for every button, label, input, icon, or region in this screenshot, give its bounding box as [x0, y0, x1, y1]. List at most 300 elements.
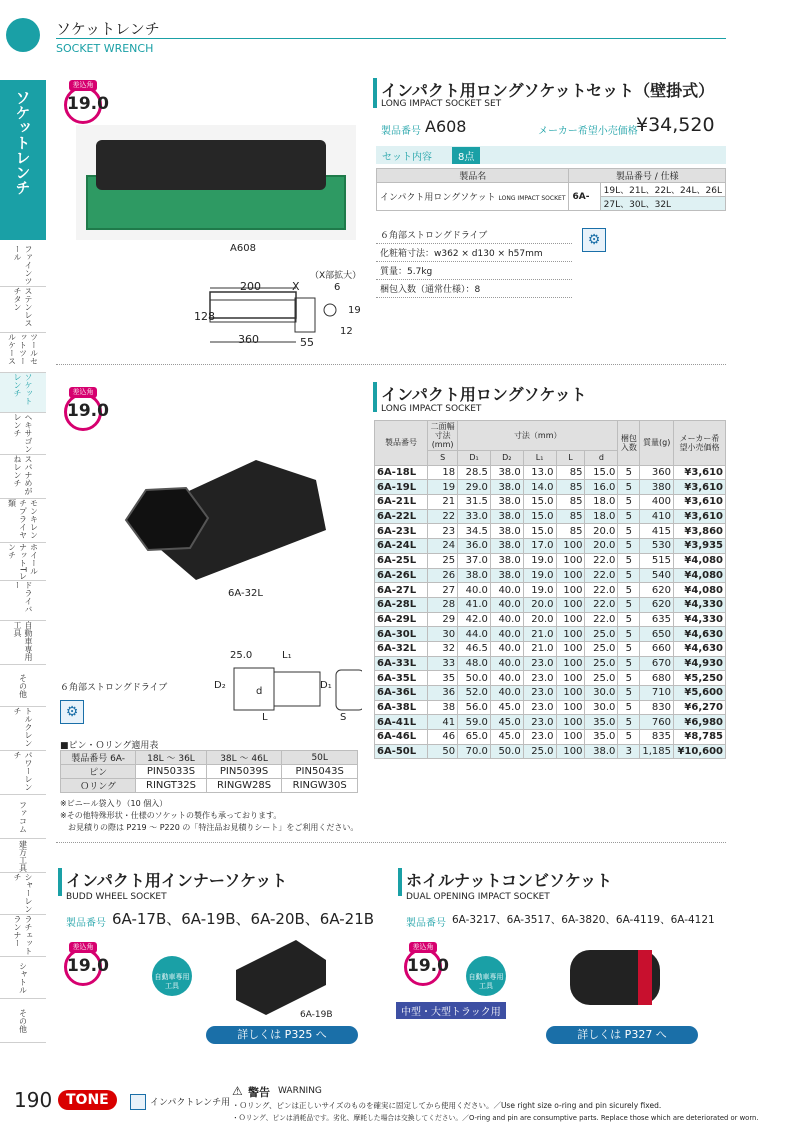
- spec-cell: ¥5,250: [674, 671, 726, 686]
- spec-cell: 40.0: [490, 612, 523, 627]
- spec-cell: 37.0: [458, 553, 491, 568]
- spec-cell: 40.0: [490, 656, 523, 671]
- dim-s: S: [340, 712, 347, 723]
- sidebar-item-other1[interactable]: [0, 665, 46, 707]
- dim-19: 19: [348, 305, 361, 316]
- header-subtitle: SOCKET WRENCH: [56, 42, 154, 55]
- set-bullet: 化粧箱寸法：w362 × d130 × h57mm: [376, 244, 572, 262]
- long-photo-label: 6A-32L: [228, 588, 263, 599]
- spec-cell: 620: [640, 597, 674, 612]
- sidebar-main-label: ソケットレンチ: [13, 90, 32, 195]
- set-bullets: [376, 226, 572, 298]
- long-title: インパクト用ロングソケット: [381, 385, 587, 404]
- set-prefix: 6A-: [569, 183, 600, 211]
- spec-cell: 100: [556, 539, 585, 554]
- pin-head: 50L: [282, 751, 358, 765]
- spec-cell: 15.0: [523, 495, 556, 510]
- spec-cell: 32: [428, 641, 458, 656]
- sidebar-item-auto[interactable]: [0, 621, 46, 665]
- spec-cell: 38: [428, 700, 458, 715]
- sidebar-item-label: ファインツール: [13, 245, 33, 285]
- spec-cell: 30: [428, 627, 458, 642]
- badge-value: 19.0: [67, 956, 109, 976]
- spec-cell: 100: [556, 627, 585, 642]
- combi-truck-tag: 中型・大型トラック用: [396, 1002, 506, 1019]
- spec-cell: 6A-27L: [375, 583, 428, 598]
- sidebar-item-other2[interactable]: [0, 999, 46, 1043]
- spec-cell: 17.0: [523, 539, 556, 554]
- spec-cell: 50.0: [458, 671, 491, 686]
- size-badge: [64, 388, 109, 431]
- spec-cell: 6A-21L: [375, 495, 428, 510]
- spec-cell: ¥4,080: [674, 583, 726, 598]
- spec-cell: 34.5: [458, 524, 491, 539]
- spec-cell: ¥4,630: [674, 641, 726, 656]
- spec-cell: ¥3,610: [674, 480, 726, 495]
- spec-cell: 85: [556, 480, 585, 495]
- spec-cell: 6A-23L: [375, 524, 428, 539]
- spec-cell: 5: [618, 671, 640, 686]
- spec-cell: 3: [618, 744, 640, 759]
- spec-cell: 100: [556, 715, 585, 730]
- sidebar-item-label: ステンレスチタン: [13, 287, 33, 327]
- spec-cell: 35: [428, 671, 458, 686]
- spec-cell: 19: [428, 480, 458, 495]
- sidebar-item-hexagon[interactable]: [0, 413, 46, 455]
- spec-cell: 5: [618, 553, 640, 568]
- spec-cell: 20.0: [585, 524, 618, 539]
- section-divider: [56, 842, 726, 843]
- spec-cell: 46.5: [458, 641, 491, 656]
- table-row: [375, 686, 726, 701]
- spec-cell: 14.0: [523, 480, 556, 495]
- spec-cell: 21: [428, 495, 458, 510]
- spec-cell: 38.0: [585, 744, 618, 759]
- spec-cell: ¥4,630: [674, 627, 726, 642]
- spec-cell: 40.0: [490, 671, 523, 686]
- spec-cell: 22.0: [585, 612, 618, 627]
- spec-cell: 515: [640, 553, 674, 568]
- spec-cell: 6A-19L: [375, 480, 428, 495]
- set-bullet: 質量：5.7kg: [376, 262, 572, 280]
- spec-cell: 41: [428, 715, 458, 730]
- inner-subtitle: BUDD WHEEL SOCKET: [66, 892, 167, 902]
- spec-cell: 59.0: [458, 715, 491, 730]
- sidebar-item-label: 建方工具: [18, 839, 28, 872]
- inner-detail-button[interactable]: 詳しくは P325 へ: [206, 1026, 358, 1044]
- spec-cell: 5: [618, 597, 640, 612]
- header-title: ソケットレンチ: [56, 20, 160, 38]
- spec-cell: 6A-25L: [375, 553, 428, 568]
- table-row: [375, 480, 726, 495]
- dim-55: 55: [300, 336, 314, 349]
- spec-cell: 15.0: [523, 509, 556, 524]
- sidebar-item-socket[interactable]: [0, 373, 46, 413]
- spec-cell: 20.0: [523, 597, 556, 612]
- sidebar-item-label: ヘキサゴンレンチ: [13, 413, 33, 453]
- spec-cell: 410: [640, 509, 674, 524]
- spec-cell: 19.0: [523, 568, 556, 583]
- sidebar-item-shear[interactable]: [0, 873, 46, 915]
- set-content-row: [376, 146, 726, 164]
- spec-cell: 23: [428, 524, 458, 539]
- inner-code-label: 製品番号: [66, 918, 106, 929]
- spec-cell: 100: [556, 612, 585, 627]
- spec-cell: 40.0: [490, 627, 523, 642]
- spec-head-s: 二面幅寸法(mm): [428, 421, 458, 451]
- sidebar-item-torque[interactable]: [0, 707, 46, 751]
- set-title-bar: [373, 78, 377, 108]
- inner-socket-photo: [226, 930, 336, 1020]
- set-code: A608: [425, 117, 467, 136]
- set-product-name: [377, 183, 569, 211]
- badge-value: 19.0: [67, 94, 109, 114]
- spec-cell: 5: [618, 568, 640, 583]
- spec-head-price: メーカー希望小売価格: [674, 421, 726, 466]
- pin-cell: RINGT32S: [136, 779, 206, 793]
- spec-cell: 100: [556, 568, 585, 583]
- sidebar-item-label: ホイールナットTレンチ: [7, 543, 39, 580]
- pin-cell: ピン: [61, 765, 136, 779]
- table-row: [375, 568, 726, 583]
- spec-cell: 50: [428, 744, 458, 759]
- spec-cell: 40.0: [490, 686, 523, 701]
- table-row: [375, 509, 726, 524]
- spec-cell: 25.0: [585, 641, 618, 656]
- spec-cell: 25.0: [585, 656, 618, 671]
- spec-cell: 45.0: [490, 730, 523, 745]
- sidebar-item-label: ドライバー: [13, 581, 33, 613]
- set-price-label: メーカー希望小売価格: [538, 126, 638, 137]
- spec-cell: 6A-26L: [375, 568, 428, 583]
- spec-cell: ¥4,330: [674, 597, 726, 612]
- spec-cell: 23.0: [523, 700, 556, 715]
- badge-top-label: 差込角: [69, 80, 97, 91]
- spec-head-code: 製品番号: [375, 421, 428, 466]
- sidebar-item-stainless[interactable]: [0, 287, 46, 333]
- spec-cell: 6A-29L: [375, 612, 428, 627]
- spec-cell: 18.0: [585, 495, 618, 510]
- section-divider: [56, 364, 726, 365]
- spec-cell: ¥3,610: [674, 465, 726, 480]
- spec-cell: 50.0: [490, 744, 523, 759]
- spec-cell: 40.0: [458, 583, 491, 598]
- spec-cell: 70.0: [458, 744, 491, 759]
- spec-cell: 6A-41L: [375, 715, 428, 730]
- spec-cell: 5: [618, 612, 640, 627]
- sidebar-item-monkey[interactable]: [0, 499, 46, 543]
- spec-cell: ¥4,080: [674, 568, 726, 583]
- sidebar-item-label: ラチェットランナー: [13, 915, 33, 955]
- dim-6: 6: [334, 282, 341, 293]
- table-row: [375, 524, 726, 539]
- combi-subtitle: DUAL OPENING IMPACT SOCKET: [406, 892, 550, 902]
- size-badge: [404, 943, 449, 986]
- spec-cell: 22.0: [585, 553, 618, 568]
- spec-cell: 6A-22L: [375, 509, 428, 524]
- spec-cell: 100: [556, 671, 585, 686]
- badge-value: 19.0: [407, 956, 449, 976]
- spec-cell: 415: [640, 524, 674, 539]
- spec-cell: 40.0: [490, 641, 523, 656]
- spec-head-dim: 寸法（mm）: [458, 421, 618, 451]
- spec-subhead-cell: L₁: [523, 451, 556, 466]
- warning-icon: ⚠: [232, 1084, 243, 1098]
- spec-cell: 23.0: [523, 671, 556, 686]
- badge-top-label: 差込角: [69, 387, 97, 398]
- spec-cell: 85: [556, 509, 585, 524]
- set-price: ¥34,520: [636, 114, 715, 136]
- spec-cell: 5: [618, 686, 640, 701]
- pin-notes: [60, 798, 358, 834]
- pin-note: ※ビニール袋入り（10 個入）: [60, 799, 168, 808]
- combi-title: ホイルナットコンビソケット: [406, 871, 613, 890]
- header-logo-icon: [6, 18, 40, 52]
- spec-cell: 38.0: [490, 480, 523, 495]
- spec-cell: ¥4,930: [674, 656, 726, 671]
- spec-cell: 635: [640, 612, 674, 627]
- spec-head-mass: 質量(g): [640, 421, 674, 466]
- pin-table: [60, 750, 358, 793]
- spec-cell: 45.0: [490, 700, 523, 715]
- sidebar-item-label: モンキレンチプライヤ類: [7, 499, 39, 539]
- auto-tool-mark: [152, 956, 192, 996]
- sidebar-main-tab[interactable]: [0, 80, 46, 240]
- sidebar-item-label: スパナめがねレンチ: [13, 455, 33, 495]
- spec-cell: 36.0: [458, 539, 491, 554]
- warning-line: ・Ｏリング、ピンは正しいサイズのものを確実に固定してから使用ください。／Use right size o-ring and pin sicurely fixed.: [232, 1101, 662, 1110]
- pin-note: ※その他特殊形状・仕様のソケットの製作も承っております。: [60, 811, 282, 820]
- spec-cell: 680: [640, 671, 674, 686]
- spec-cell: 5: [618, 627, 640, 642]
- spec-subhead-cell: D₁: [458, 451, 491, 466]
- spec-cell: 41.0: [458, 597, 491, 612]
- spec-cell: ¥5,600: [674, 686, 726, 701]
- spec-cell: 530: [640, 539, 674, 554]
- table-row: [375, 700, 726, 715]
- spec-cell: 5: [618, 730, 640, 745]
- combi-title-bar: [398, 868, 402, 896]
- sidebar-item-toolset[interactable]: [0, 333, 46, 373]
- spec-cell: 13.0: [523, 465, 556, 480]
- table-row: [375, 597, 726, 612]
- spec-cell: 670: [640, 656, 674, 671]
- spec-cell: ¥4,080: [674, 553, 726, 568]
- set-content-label: セット内容: [382, 152, 432, 163]
- auto-tool-mark-label: 自動車専用工具: [154, 973, 190, 990]
- spec-cell: 20.0: [523, 612, 556, 627]
- sidebar-item-label: ファコム: [18, 800, 28, 833]
- spec-cell: ¥4,330: [674, 612, 726, 627]
- inner-codes: 6A-17B、6A-19B、6A-20B、6A-21B: [112, 910, 375, 928]
- spec-cell: 5: [618, 539, 640, 554]
- dim-x: X: [292, 280, 300, 293]
- table-row: [375, 539, 726, 554]
- spec-cell: 23.0: [523, 715, 556, 730]
- dim-l1: L₁: [282, 650, 292, 661]
- sidebar-item-spanner[interactable]: [0, 455, 46, 499]
- table-row: [375, 656, 726, 671]
- badge-top-label: 差込角: [409, 942, 437, 953]
- spec-cell: 52.0: [458, 686, 491, 701]
- spec-cell: 360: [640, 465, 674, 480]
- spec-cell: 22: [428, 509, 458, 524]
- inner-title-bar: [58, 868, 62, 896]
- sidebar-item-wheelnut[interactable]: [0, 543, 46, 581]
- long-subtitle: LONG IMPACT SOCKET: [381, 404, 482, 414]
- pin-head: 製品番号 6A-: [61, 751, 136, 765]
- spec-cell: 540: [640, 568, 674, 583]
- pin-cell: Ｏリング: [61, 779, 136, 793]
- spec-cell: 100: [556, 553, 585, 568]
- table-row: [375, 744, 726, 759]
- set-subtitle: LONG IMPACT SOCKET SET: [381, 99, 502, 109]
- spec-cell: ¥3,935: [674, 539, 726, 554]
- footer-impact-icon: [130, 1094, 146, 1110]
- spec-cell: 19.0: [523, 553, 556, 568]
- spec-cell: 6A-28L: [375, 597, 428, 612]
- sidebar-item-fine[interactable]: [0, 245, 46, 287]
- spec-cell: 6A-33L: [375, 656, 428, 671]
- spec-cell: 22.0: [585, 568, 618, 583]
- spec-cell: 15.0: [585, 465, 618, 480]
- spec-cell: 5: [618, 715, 640, 730]
- table-row: [375, 612, 726, 627]
- table-row: [375, 627, 726, 642]
- sidebar-item-driver[interactable]: [0, 581, 46, 621]
- sidebar-item-power[interactable]: [0, 751, 46, 795]
- table-row: [375, 671, 726, 686]
- set-product-name-en: LONG IMPACT SOCKET: [498, 195, 566, 202]
- warning-title-en: WARNING: [278, 1086, 322, 1096]
- spec-cell: 5: [618, 641, 640, 656]
- brand-logo: TONE: [58, 1090, 117, 1110]
- spec-cell: 620: [640, 583, 674, 598]
- spec-cell: 44.0: [458, 627, 491, 642]
- warning-line: ・Ｏリング、ピンは消耗品です。劣化、摩耗した場合は交換してください。／O-ring and pin are consumptive parts. Replace those which are deteriorated or worn.: [232, 1114, 759, 1122]
- spec-cell: 5: [618, 656, 640, 671]
- spec-cell: 22.0: [585, 597, 618, 612]
- spec-cell: 100: [556, 597, 585, 612]
- auto-tool-mark-label: 自動車専用工具: [468, 973, 504, 990]
- sidebar-item-ratchet[interactable]: [0, 915, 46, 957]
- spec-cell: 830: [640, 700, 674, 715]
- set-code-label: 製品番号: [381, 126, 421, 137]
- spec-subhead-cell: D₂: [490, 451, 523, 466]
- dim-200: 200: [240, 280, 261, 293]
- dim-xzoom: （X部拡大）: [310, 271, 362, 281]
- badge-value: 19.0: [67, 401, 109, 421]
- dim-360: 360: [238, 333, 259, 346]
- table-row: [375, 641, 726, 656]
- spec-cell: 100: [556, 730, 585, 745]
- set-content-count: 8点: [452, 147, 480, 164]
- spec-cell: 38.0: [490, 509, 523, 524]
- sidebar-item-tatekata[interactable]: [0, 839, 46, 873]
- spec-cell: 660: [640, 641, 674, 656]
- spec-cell: 35.0: [585, 730, 618, 745]
- spec-cell: 40.0: [490, 597, 523, 612]
- impact-wrench-icon: ⚙: [60, 700, 84, 724]
- set-items-line2: 27L、30L、32L: [600, 197, 725, 211]
- pin-cell: RINGW28S: [206, 779, 282, 793]
- spec-cell: 21.0: [523, 641, 556, 656]
- spec-cell: 835: [640, 730, 674, 745]
- footer-impact-label: インパクトレンチ用: [150, 1098, 231, 1108]
- spec-cell: 23.0: [523, 686, 556, 701]
- spec-cell: 19.0: [523, 583, 556, 598]
- spec-cell: 5: [618, 480, 640, 495]
- spec-cell: 5: [618, 495, 640, 510]
- set-items-line1: 19L、21L、22L、24L、26L: [600, 183, 725, 197]
- spec-cell: 20.0: [585, 539, 618, 554]
- size-badge: [64, 943, 109, 986]
- set-bullet: 梱包入数（通常仕様）：8: [376, 280, 572, 298]
- inner-title: インパクト用インナーソケット: [66, 871, 288, 890]
- combi-codes: 6A-3217、6A-3517、6A-3820、6A-4119、6A-4121: [452, 914, 715, 926]
- dim-d2: D₂: [214, 680, 226, 691]
- sidebar-item-label: トルクレンチ: [13, 707, 33, 747]
- spec-cell: ¥3,610: [674, 509, 726, 524]
- combi-detail-button[interactable]: 詳しくは P327 へ: [546, 1026, 698, 1044]
- spec-cell: 5: [618, 583, 640, 598]
- spec-cell: 6A-30L: [375, 627, 428, 642]
- sidebar-item-label: その他: [18, 1008, 28, 1033]
- warning-title: 警告: [248, 1086, 270, 1099]
- long-title-bar: [373, 382, 377, 412]
- sidebar-item-label: シャトル: [18, 961, 28, 994]
- pin-cell: RINGW30S: [282, 779, 358, 793]
- spec-cell: 26: [428, 568, 458, 583]
- spec-cell: 6A-38L: [375, 700, 428, 715]
- pin-cell: PIN5039S: [206, 765, 282, 779]
- impact-wrench-icon: ⚙: [582, 228, 606, 252]
- spec-cell: 29: [428, 612, 458, 627]
- spec-cell: 38.0: [458, 568, 491, 583]
- spec-cell: ¥10,600: [674, 744, 726, 759]
- set-product-name-jp: インパクト用ロングソケット: [380, 193, 496, 203]
- spec-cell: 85: [556, 465, 585, 480]
- spec-cell: 6A-50L: [375, 744, 428, 759]
- sidebar-item-label: 自動車専用工具: [13, 621, 33, 661]
- sidebar-item-facom[interactable]: [0, 795, 46, 839]
- sockets-shape: [96, 140, 326, 190]
- sidebar-item-shuttle[interactable]: [0, 957, 46, 999]
- spec-cell: 85: [556, 524, 585, 539]
- spec-cell: 5: [618, 465, 640, 480]
- spec-cell: 27: [428, 583, 458, 598]
- spec-head-qty: 梱包入数: [618, 421, 640, 466]
- spec-cell: 760: [640, 715, 674, 730]
- spec-cell: 6A-18L: [375, 465, 428, 480]
- table-row: [375, 583, 726, 598]
- spec-cell: 38.0: [490, 553, 523, 568]
- auto-tool-mark: [466, 956, 506, 996]
- spec-cell: 38.0: [490, 539, 523, 554]
- spec-cell: 24: [428, 539, 458, 554]
- header-rule: [56, 38, 726, 39]
- spec-cell: 23.0: [523, 656, 556, 671]
- table-row: [375, 465, 726, 480]
- spec-cell: 42.0: [458, 612, 491, 627]
- page-number: 190: [14, 1088, 53, 1112]
- spec-cell: 100: [556, 583, 585, 598]
- spec-cell: 100: [556, 700, 585, 715]
- spec-cell: ¥3,860: [674, 524, 726, 539]
- spec-cell: 6A-46L: [375, 730, 428, 745]
- spec-cell: 6A-24L: [375, 539, 428, 554]
- spec-subhead-cell: d: [585, 451, 618, 466]
